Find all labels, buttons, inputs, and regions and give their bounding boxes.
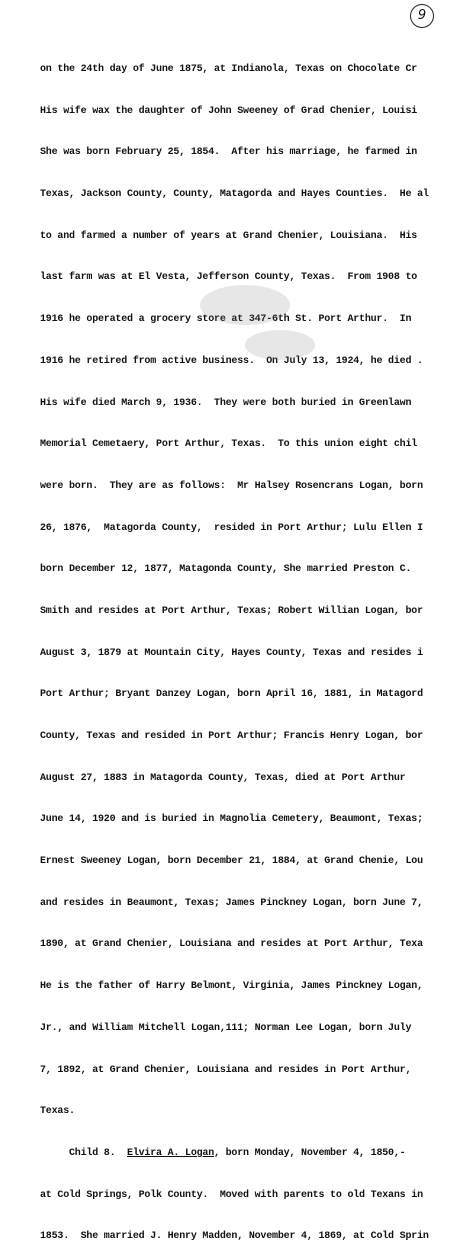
text-line: His wife wax the daughter of John Sweeney of Grad Chenier, Louisi — [40, 105, 418, 117]
text-line: Ernest Sweeney Logan, born December 21, 1884, at Grand Chenie, Lou — [40, 856, 423, 868]
text-line: He is the father of Harry Belmont, Virginia, James Pinckney Logan, — [40, 981, 423, 993]
text-line: 1916 he retired from active business. On July 13, 1924, he died . — [40, 355, 423, 367]
text-line: and resides in Beaumont, Texas; James Pinckney Logan, born June 7, — [40, 897, 423, 909]
text-line: His wife died March 9, 1936. They were both buried in Greenlawn — [40, 397, 412, 409]
child8-line — [40, 1144, 448, 1164]
page-number: 9 — [410, 4, 434, 28]
child8-rest: , born Monday, November 4, 1850,- — [214, 1147, 406, 1159]
text-line: on the 24th day of June 1875, at Indianola, Texas on Chocolate Cr — [40, 64, 418, 75]
text-line: 7, 1892, at Grand Chenier, Louisiana and resides in Port Arthur, — [40, 1064, 412, 1076]
text-line: 26, 1876, Matagorda County, resided in Port Arthur; Lulu Ellen I — [40, 522, 423, 534]
text-line: were born. They are as follows: Mr Halsey Rosencrans Logan, born — [40, 480, 423, 492]
child8-prefix: Child 8. — [40, 1147, 128, 1159]
text-line: Texas. — [40, 1106, 75, 1118]
text-line: August 27, 1883 in Matagorda County, Texas, died at Port Arthur — [40, 772, 406, 784]
text-line: Port Arthur; Bryant Danzey Logan, born April 16, 1881, in Matagord — [40, 689, 423, 701]
text-line: at Cold Springs, Polk County. Moved with parents to old Texans in — [40, 1189, 423, 1201]
text-line: last farm was at El Vesta, Jefferson County, Texas. From 1908 to — [40, 272, 418, 284]
text-line: born December 12, 1877, Matagonda County, She married Preston C. — [40, 564, 412, 576]
document-body — [40, 38, 448, 1258]
text-line: Texas, Jackson County, County, Matagorda and Hayes Counties. He al — [40, 189, 429, 201]
text-line: 1916 he operated a grocery store at 347-6th St. Port Arthur. In — [40, 314, 412, 326]
text-line: 1890, at Grand Chenier, Louisiana and resides at Port Arthur, Texa — [40, 939, 423, 951]
text-line: June 14, 1920 and is buried in Magnolia Cemetery, Beaumont, Texas; — [40, 814, 423, 826]
text-line: August 3, 1879 at Mountain City, Hayes County, Texas and resides i — [40, 647, 423, 659]
text-line: County, Texas and resided in Port Arthur; Francis Henry Logan, bor — [40, 731, 423, 742]
text-line: Memorial Cemetaery, Port Arthur, Texas. To this union eight chil — [40, 439, 418, 451]
text-line: Smith and resides at Port Arthur, Texas; Robert Willian Logan, bor — [40, 605, 423, 617]
text-line: Jr., and William Mitchell Logan,111; Norman Lee Logan, born July — [40, 1022, 412, 1034]
text-line: 1853. She married J. Henry Madden, November 4, 1869, at Cold Sprin — [40, 1231, 429, 1243]
text-line: to and farmed a number of years at Grand Chenier, Louisiana. His — [40, 230, 418, 242]
child8-name: Elvira A. Logan — [127, 1147, 215, 1159]
text-line: She was born February 25, 1854. After his marriage, he farmed in — [40, 147, 418, 159]
